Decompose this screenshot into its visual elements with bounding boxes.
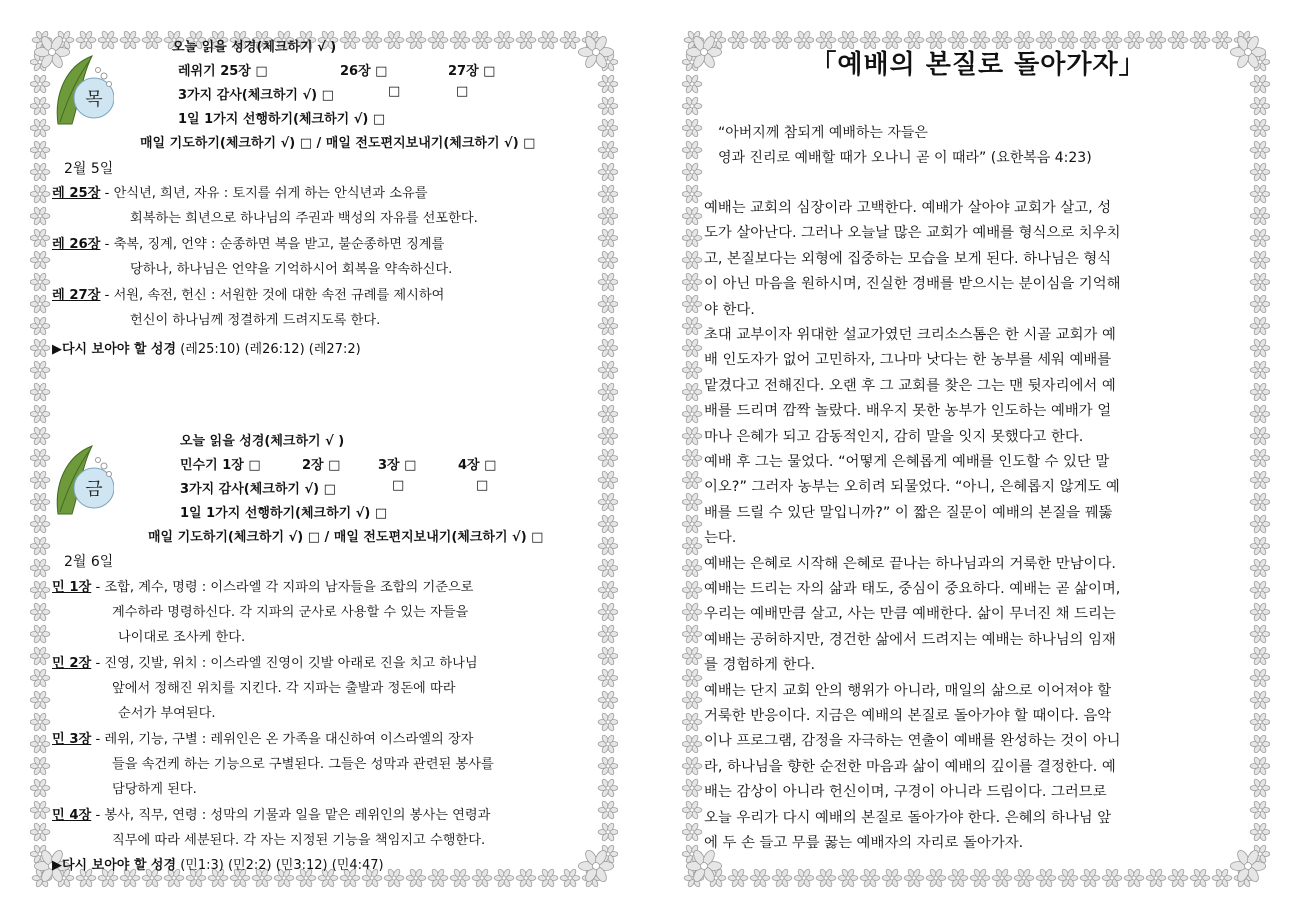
right-content (704, 36, 1252, 882)
entry-text: - 안식년, 희년, 자유 : 토지를 쉬게 하는 안식년과 소유를 (100, 186, 428, 201)
book-check[interactable]: 민수기 1장 □ (180, 458, 261, 473)
body-text-line: 우리는 예배만큼 살고, 사는 만큼 예배한다. 삶이 무너진 채 드리는 (704, 606, 1116, 623)
review-refs: (레25:10) (레26:12) (레27:2) (180, 342, 361, 357)
day-section-thursday (52, 36, 600, 376)
right-panel (682, 30, 1270, 888)
body-text-line: 는다. (704, 530, 737, 547)
review-label: ▶다시 보아야 할 성경 (52, 342, 177, 357)
entry-text: - 레위, 기능, 구별 : 레위인은 온 가족을 대신하여 이스라엘의 장자 (91, 732, 474, 747)
book-check[interactable]: 3장 □ (378, 458, 417, 473)
book-check[interactable]: 4장 □ (458, 458, 497, 473)
body-text-line: 배는 감상이 아니라 헌신이며, 구경이 아니라 드림이다. 그러므로 (704, 784, 1107, 801)
date-label: 2월 5일 (64, 161, 114, 177)
body-text-line: 배 인도자가 없어 고민하자, 그나마 낫다는 한 농부를 세워 예배를 (704, 352, 1112, 369)
body-text-line: 에 두 손 들고 무릎 꿇는 예배자의 자리로 돌아가자. (704, 835, 1024, 851)
body-text-line: 배를 드릴 수 있단 말입니까?” 이 짧은 질문이 예배의 본질을 꿰뚫 (704, 504, 1113, 521)
body-text-line: 이 아닌 마음을 원하시며, 진실한 경배를 받으시는 분이심을 기억해 (704, 276, 1121, 293)
column-title: 「예배의 본질로 돌아가자」 (810, 50, 1146, 80)
entry-text: - 조합, 계수, 명령 : 이스라엘 각 지파의 남자들을 조합의 기준으로 (91, 580, 474, 595)
body-text-line: 배를 드리며 깜짝 놀랐다. 배우지 못한 농부가 인도하는 예배가 얼 (704, 403, 1112, 420)
thanks-check[interactable]: □ (392, 478, 405, 493)
entry-text: - 진영, 깃발, 위치 : 이스라엘 진영이 깃발 아래로 진을 치고 하나님 (91, 656, 478, 671)
day-icon-text: 목 (85, 89, 103, 110)
entry-text: 회복하는 희년으로 하나님의 주권과 백성의 자유를 선포한다. (130, 211, 478, 226)
entry-text: - 봉사, 직무, 연령 : 성막의 기물과 일을 맡은 레위인의 봉사는 연령과 (91, 808, 491, 823)
chapter-ref: 민 2장 (52, 656, 92, 671)
body-text-line: 를 경험하게 한다. (704, 657, 816, 674)
chapter-ref: 민 3장 (52, 732, 92, 747)
entry-text: 헌신이 하나님께 정결하게 드려지도록 한다. (130, 313, 381, 328)
body-text-line: 마나 은혜가 되고 감동적인지, 감히 말을 잇지 못했다고 한다. (704, 428, 1084, 445)
body-text-line: 야 한다. (704, 301, 755, 318)
body-text-line: 예배는 단지 교회 안의 행위가 아니라, 매일의 삶으로 이어져야 할 (704, 682, 1112, 699)
book-check[interactable]: 레위기 25장 □ (178, 64, 268, 79)
entry-text: 계수하라 명령하신다. 각 지파의 군사로 사용할 수 있는 자들을 (112, 605, 469, 620)
entry-text: 순서가 부여된다. (118, 706, 216, 721)
review-refs: (민1:3) (민2:2) (민3:12) (민4:47) (180, 858, 384, 873)
thanks-check[interactable]: □ (456, 84, 469, 99)
entry-text: 나이대로 조사케 한다. (118, 630, 246, 645)
entry-text: 들을 속건케 하는 기능으로 구별된다. 그들은 성막과 관련된 봉사를 (112, 757, 494, 772)
thanks-check[interactable]: 3가지 감사(체크하기 √) □ (180, 482, 336, 497)
entry-text: 당하나, 하나님은 언약을 기억하시어 회복을 약속하신다. (130, 262, 453, 277)
day-icon-text: 금 (85, 479, 103, 500)
entry-text: 담당하게 된다. (112, 782, 197, 797)
review-line (52, 854, 384, 873)
good-deed-check[interactable]: 1일 1가지 선행하기(체크하기 √) □ (178, 112, 386, 127)
entry-text: 직무에 따라 세분된다. 각 자는 지정된 기능을 책임지고 수행한다. (112, 833, 486, 848)
body-text-line: 거룩한 반응이다. 지금은 예배의 본질로 돌아가야 할 때이다. 음악 (704, 708, 1112, 724)
body-text-line: 오늘 우리가 다시 예배의 본질로 돌아가야 한다. 은혜의 하나님 앞 (704, 809, 1112, 826)
thanks-check[interactable]: □ (476, 478, 489, 493)
body-text-line: 예배는 드리는 자의 삶과 태도, 중심이 중요하다. 예배는 곧 삶이며, (704, 581, 1121, 597)
body-text-line: 초대 교부이자 위대한 설교가였던 크리소스톰은 한 시골 교회가 예 (704, 327, 1116, 343)
body-text-line: 고, 본질보다는 외형에 집중하는 모습을 보게 된다. 하나님은 형식 (704, 250, 1112, 267)
chapter-ref: 레 25장 (52, 186, 101, 201)
left-panel (30, 30, 618, 888)
chapter-ref: 레 26장 (52, 237, 101, 252)
body-text-line: 예배 후 그는 물었다. “어떻게 은혜롭게 예배를 인도할 수 있단 말 (704, 454, 1110, 470)
body-text-line: 예배는 공허하지만, 경건한 삶에서 드려지는 예배는 하나님의 임재 (704, 631, 1116, 648)
body-text-line: 맡겼다고 전해진다. 오랜 후 그 교회를 찾은 그는 맨 뒷자리에서 예 (704, 377, 1116, 394)
book-check[interactable]: 27장 □ (448, 64, 496, 79)
book-check[interactable]: 26장 □ (340, 64, 388, 79)
thanks-check[interactable]: □ (388, 84, 401, 99)
body-text-line: 이오?” 그러자 농부는 오히려 되물었다. “아니, 은혜롭지 않게도 예 (704, 479, 1120, 496)
body-text-line: 이나 프로그램, 감정을 자극하는 연출이 예배를 완성하는 것이 아니 (704, 733, 1121, 750)
scripture-quote-line: 영과 진리로 예배할 때가 오나니 곧 이 때라” (요한복음 4:23) (718, 150, 1092, 166)
review-label: ▶다시 보아야 할 성경 (52, 858, 177, 873)
entry-text: - 축복, 징계, 언약 : 순종하면 복을 받고, 불순종하면 징계를 (100, 237, 445, 252)
review-line (52, 338, 361, 357)
prayer-check[interactable]: 매일 기도하기(체크하기 √) □ / 매일 전도편지보내기(체크하기 √) □ (148, 530, 544, 545)
prayer-check[interactable]: 매일 기도하기(체크하기 √) □ / 매일 전도편지보내기(체크하기 √) □ (140, 136, 536, 151)
chapter-ref: 레 27장 (52, 288, 101, 303)
left-content (52, 36, 600, 882)
read-label: 오늘 읽을 성경(체크하기 √ ) (172, 40, 337, 55)
chapter-ref: 민 4장 (52, 808, 92, 823)
body-text-line: 라, 하나님을 향한 순전한 마음과 삶이 예배의 깊이를 결정한다. 예 (704, 758, 1116, 775)
date-label: 2월 6일 (64, 554, 114, 570)
good-deed-check[interactable]: 1일 1가지 선행하기(체크하기 √) □ (180, 506, 388, 521)
body-text-line: 도가 살아난다. 그러나 오늘날 많은 교회가 예배를 형식으로 치우치 (704, 225, 1121, 242)
book-check[interactable]: 2장 □ (302, 458, 341, 473)
entry-text: - 서원, 속전, 헌신 : 서원한 것에 대한 속전 규례를 제시하여 (100, 288, 445, 303)
scripture-quote-line: “아버지께 참되게 예배하는 자들은 (718, 125, 928, 141)
leaf-day-icon (52, 444, 114, 516)
read-label: 오늘 읽을 성경(체크하기 √ ) (180, 434, 345, 449)
entry-text: 앞에서 정해진 위치를 지킨다. 각 지파는 출발과 정돈에 따라 (112, 681, 456, 696)
thanks-check[interactable]: 3가지 감사(체크하기 √) □ (178, 88, 334, 103)
leaf-day-icon (52, 54, 114, 126)
day-section-friday (52, 430, 600, 880)
body-text-line: 예배는 교회의 심장이라 고백한다. 예배가 살아야 교회가 살고, 성 (704, 200, 1112, 216)
body-text-line: 예배는 은혜로 시작해 은혜로 끝나는 하나님과의 거룩한 만남이다. (704, 555, 1116, 572)
chapter-ref: 민 1장 (52, 580, 92, 595)
